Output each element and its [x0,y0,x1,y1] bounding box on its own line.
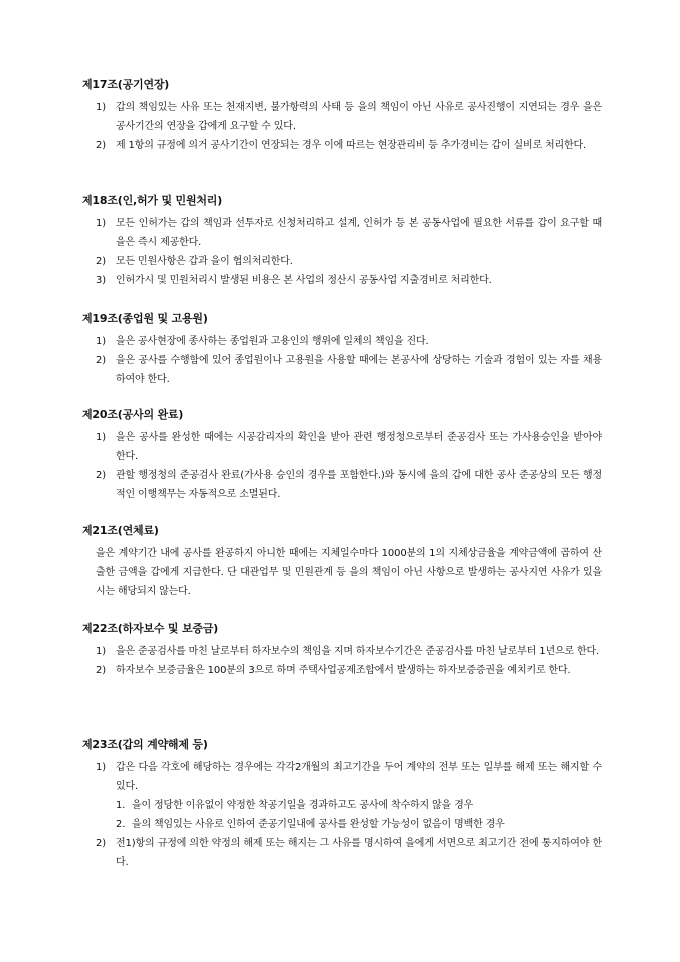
article-item [82,252,602,271]
article-item [82,642,602,661]
article-heading: 제22조(하자보수 및 보증금) [82,622,219,635]
item-text: 모든 민원사항은 갑과 을이 협의처리한다. [116,256,293,267]
item-number: 2) [96,665,106,676]
item-number: 3) [96,275,106,286]
item-number: 1) [96,218,106,229]
article-18 [82,192,602,290]
article-23 [82,736,602,872]
article-item [82,271,602,290]
article-heading: 제20조(공사의 완료) [82,408,184,421]
article-heading: 제21조(연체료) [82,524,159,537]
item-number: 1) [96,432,106,443]
item-text: 제 1항의 규정에 의거 공사기간이 연장되는 경우 이에 따르는 현장관리비 등 추가경비는 갑이 실비로 처리한다. [116,140,587,151]
article-19 [82,310,602,389]
article-heading: 제18조(인,허가 및 민원처리) [82,194,223,207]
item-text: 전1)항의 규정에 의한 약정의 해제 또는 해지는 그 사유를 명시하여 을에게 서면으로 최고기간 전에 통지하여야 한다. [116,838,602,868]
article-heading: 제17조(공기연장) [82,78,170,91]
item-number: 2) [96,355,106,366]
item-number: 2) [96,140,106,151]
article-item [82,661,602,680]
item-number: 1) [96,646,106,657]
item-text: 을은 준공검사를 마친 날로부터 하자보수의 책임을 지며 하자보수기간은 준공검사를 마친 날로부터 1년으로 한다. [116,646,600,657]
article-21 [82,522,602,601]
subitem-text: 을이 정당한 이유없이 약정한 착공기일을 경과하고도 공사에 착수하지 않을 경우 [132,800,474,811]
article-item [82,428,602,466]
article-item [82,351,602,389]
article-heading: 제23조(갑의 계약해제 등) [82,738,208,751]
article-heading: 제19조(종업원 및 고용원) [82,312,208,325]
item-text: 을은 공사현장에 종사하는 종업원과 고용인의 행위에 일체의 책임을 진다. [116,336,429,347]
article-item [82,214,602,252]
item-text: 모든 인허가는 갑의 책임과 선투자로 신청처리하고 설계, 인허가 등 본 공동사업에 필요한 서류를 갑이 요구할 때 을은 즉시 제공한다. [116,218,602,248]
item-number: 1) [96,762,106,773]
item-text: 하자보수 보증금율은 100분의 3으로 하며 주택사업공제조합에서 발생하는 하자보증증권을 예치키로 한다. [116,665,571,676]
article-subitem [82,796,602,815]
subitem-number: 2. [116,819,126,830]
article-item [82,98,602,136]
article-item [82,758,602,796]
item-number: 1) [96,102,106,113]
subitem-number: 1. [116,800,126,811]
item-text: 관할 행정청의 준공검사 완료(가사용 승인의 경우를 포함한다.)와 동시에 을의 갑에 대한 공사 준공상의 모든 행정적인 이행책무는 자동적으로 소멸된다. [116,470,602,500]
item-text: 을은 공사를 수행함에 있어 종업원이나 고용원을 사용할 때에는 본공사에 상당하는 기술과 경험이 있는 자를 채용하여야 한다. [116,355,602,385]
article-item [82,332,602,351]
article-item [82,136,602,155]
article-item [82,466,602,504]
article-subitem [82,815,602,834]
item-text: 인허가시 및 민원처리시 발생된 비용은 본 사업의 정산시 공동사업 지출경비로 처리한다. [116,275,492,286]
item-text: 을은 공사를 완성한 때에는 시공감리자의 확인을 받아 관련 행정청으로부터 준공검사 또는 가사용승인을 받아야 한다. [116,432,602,462]
article-22 [82,620,602,680]
article-item [82,834,602,872]
item-text: 갑의 책임있는 사유 또는 천재지변, 불가항력의 사태 등 을의 책임이 아닌 사유로 공사진행이 지연되는 경우 을은 공사기간의 연장을 갑에게 요구할 수 있다. [116,102,602,132]
article-20 [82,406,602,504]
item-number: 2) [96,838,106,849]
item-text: 갑은 다음 각호에 해당하는 경우에는 각각2개월의 최고기간을 두어 계약의 전부 또는 일부를 해제 또는 해지할 수 있다. [116,762,602,792]
article-17 [82,76,602,155]
item-number: 2) [96,470,106,481]
subitem-text: 을의 책임있는 사유로 인하여 준공기일내에 공사를 완성할 가능성이 없음이 명백한 경우 [132,819,505,830]
item-number: 1) [96,336,106,347]
item-number: 2) [96,256,106,267]
article-paragraph: 을은 계약기간 내에 공사를 완공하지 아니한 때에는 지체일수마다 1000분의 1의 지체상금율을 계약금액에 곱하여 산출한 금액을 갑에게 지급한다. 단 대관업무 및 민원관계 등 을의 책임이 아닌 사항으로 발생하는 공사지연 사유가 있을 시는 해당되지 않는다. [96,548,602,597]
